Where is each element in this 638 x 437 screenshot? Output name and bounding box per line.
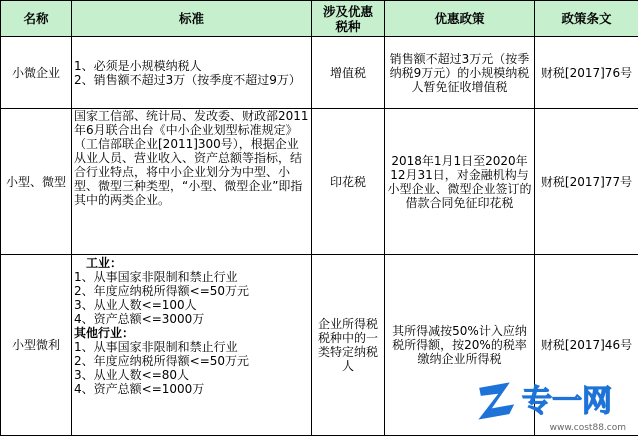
- standard-item: 3、从业人数<=80人: [74, 368, 309, 382]
- standard-item: 1、必须是小规模纳税人: [74, 59, 309, 73]
- header-doc: 政策条文: [535, 1, 638, 37]
- row-standard: [72, 255, 312, 436]
- row-doc: 财税[2017]46号: [535, 255, 638, 436]
- standard-item: 4、资产总额<=3000万: [74, 312, 309, 326]
- row-name: 小微企业: [1, 37, 72, 109]
- header-name: 名称: [1, 1, 72, 37]
- other-heading: 其他行业：: [74, 326, 309, 340]
- header-standard: 标准: [72, 1, 312, 37]
- row-tax: 增值税: [312, 37, 385, 109]
- industry-heading: 工业：: [74, 256, 309, 270]
- watermark-url: www.cost88.com: [550, 423, 626, 433]
- standard-item: 1、从事国家非限制和禁止行业: [74, 270, 309, 284]
- site-watermark: [470, 371, 630, 433]
- header-tax: 涉及优惠税种: [312, 1, 385, 37]
- row-name: 小型、微型: [1, 109, 72, 255]
- standard-item: 1、从事国家非限制和禁止行业: [74, 340, 309, 354]
- row-tax: 印花税: [312, 109, 385, 255]
- standard-item: 2、年度应纳税所得额<=50万元: [74, 284, 309, 298]
- standard-item: 2、年度应纳税所得额<=50万元: [74, 354, 309, 368]
- watermark-text: 专一网: [522, 384, 612, 419]
- header-row: [1, 1, 638, 37]
- header-policy: 优惠政策: [385, 1, 535, 37]
- row-policy: 2018年1月1日至2020年12月31日，对金融机构与小型企业、微型企业签订的借款合同免征印花税: [385, 109, 535, 255]
- standard-item: 2、销售额不超过3万（按季度不超过9万）: [74, 73, 309, 87]
- standard-item: 4、资产总额<=1000万: [74, 382, 309, 396]
- row-policy: 其所得减按50%计入应纳税所得额，按20%的税率缴纳企业所得税: [385, 255, 535, 436]
- table-row: [1, 109, 638, 255]
- row-tax: 企业所得税税种中的一类特定纳税人: [312, 255, 385, 436]
- row-doc: 财税[2017]77号: [535, 109, 638, 255]
- standard-item: 3、从业人数<=100人: [74, 298, 309, 312]
- row-name: 小型微利: [1, 255, 72, 436]
- row-standard: [72, 37, 312, 109]
- row-standard: [72, 109, 312, 255]
- table-row: [1, 37, 638, 109]
- row-doc: 财税[2017]76号: [535, 37, 638, 109]
- standard-text: 国家工信部、统计局、发改委、财政部2011年6月联合出台《中小企业划型标准规定》（工信部联企业[2011]300号），根据企业从业人员、营业收入、资产总额等指标，结合行业特点，将中小企业划分为中型、小型、微型三种类型，“小型、微型企业”即指其中的两类企业。: [74, 109, 309, 207]
- row-policy: 销售额不超过3万元（按季纳税9万元）的小规模纳税人暂免征收增值税: [385, 37, 535, 109]
